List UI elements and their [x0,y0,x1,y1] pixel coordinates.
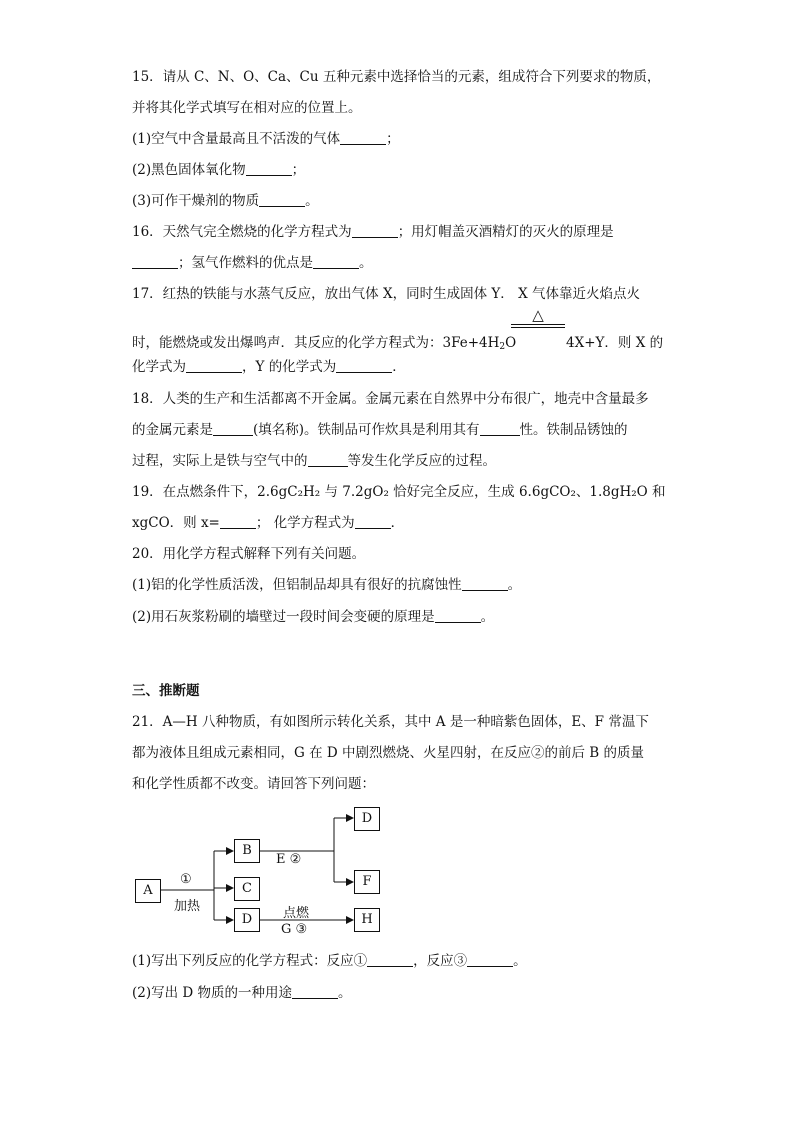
node-f: F [354,870,380,894]
reaction-1-condition: 加热 [174,899,201,914]
answer-blank[interactable] [292,984,338,999]
q15-line2: 并将其化学式填写在相对应的位置上。 [132,100,362,116]
q21-line3: 和化学性质都不改变。请回答下列问题： [132,776,375,792]
q19-line1: 19．在点燃条件下，2.6gC₂H₂ 与 7.2gO₂ 恰好完全反应，生成 6.6gCO₂、1.8gH₂O 和 [132,484,666,500]
q15-part2: (2)黑色固体氧化物 ； [132,162,306,178]
q15-line1: 15．请从 C、N、O、Ca、Cu 五种元素中选择恰当的元素，组成符合下列要求的物质， [132,69,661,85]
q21-line2: 都为液体且组成元素相同，G 在 D 中剧烈燃烧、火星四射，在反应②的前后 B 的质量 [132,745,644,761]
q16-line1: 16．天然气完全燃烧的化学方程式为 ；用灯帽盖灭酒精灯的灭火的原理是 [132,224,614,240]
q21-line1: 21．A—H 八种物质，有如图所示转化关系，其中 A 是一种暗紫色固体，E、F 常温下 [132,714,649,730]
q20-part2: (2)用石灰浆粉刷的墙壁过一段时间会变硬的原理是 。 [132,609,495,625]
q17-line2: 时，能燃烧或发出爆鸣声．其反应的化学方程式为：$3Fe+4H_2O$ [132,335,517,352]
q15-part3: (3)可作干燥剂的物质 。 [132,193,319,209]
q18-line1: 18．人类的生产和生活都离不开金属。金属元素在自然界中分布很广，地壳中含量最多 [132,391,649,407]
q21-part2: (2)写出 D 物质的一种用途 。 [132,985,352,1001]
q20-line1: 20．用化学方程式解释下列有关问题。 [132,546,366,562]
q17-line2-end: 4X+Y．则 X 的 [566,335,664,351]
q20-part1: (1)铝的化学性质活泼，但铝制品却具有很好的抗腐蚀性 。 [132,577,522,593]
node-c: C [234,877,260,901]
node-a: A [135,879,161,903]
q17-line3: 化学式为 ，Y 的化学式为 ． [132,359,406,375]
q18-line3: 过程，实际上是铁与空气中的 等发生化学反应的过程。 [132,453,496,469]
node-h: H [354,908,380,932]
reaction-3-label: G ③ [281,922,308,937]
reaction-2-label: E ② [276,852,302,867]
node-d-product: D [354,807,380,831]
q15-part1: (1)空气中含量最高且不活泼的气体 ； [132,131,400,147]
q21-part1: (1)写出下列反应的化学方程式：反应① ，反应③ 。 [132,953,527,969]
reaction-1-number: ① [180,872,192,887]
node-b: B [234,839,260,863]
answer-blank[interactable] [467,952,513,967]
answer-blank[interactable] [367,952,413,967]
reaction-3-condition: 点燃 [283,906,310,921]
q19-line2: xgCO．则 x= ； 化学方程式为 ． [132,515,405,531]
heat-symbol: △ [532,306,544,324]
q18-line2: 的金属元素是 (填名称)。铁制品可作炊具是利用其有 性。铁制品锈蚀的 [132,422,628,438]
q17-line1: 17．红热的铁能与水蒸气反应，放出气体 X，同时生成固体 Y． X 气体靠近火焰点火 [132,286,640,302]
q16-line2: ；氢气作燃料的优点是 。 [132,253,373,273]
section-heading: 三、推断题 [132,683,200,699]
node-d: D [234,908,260,932]
